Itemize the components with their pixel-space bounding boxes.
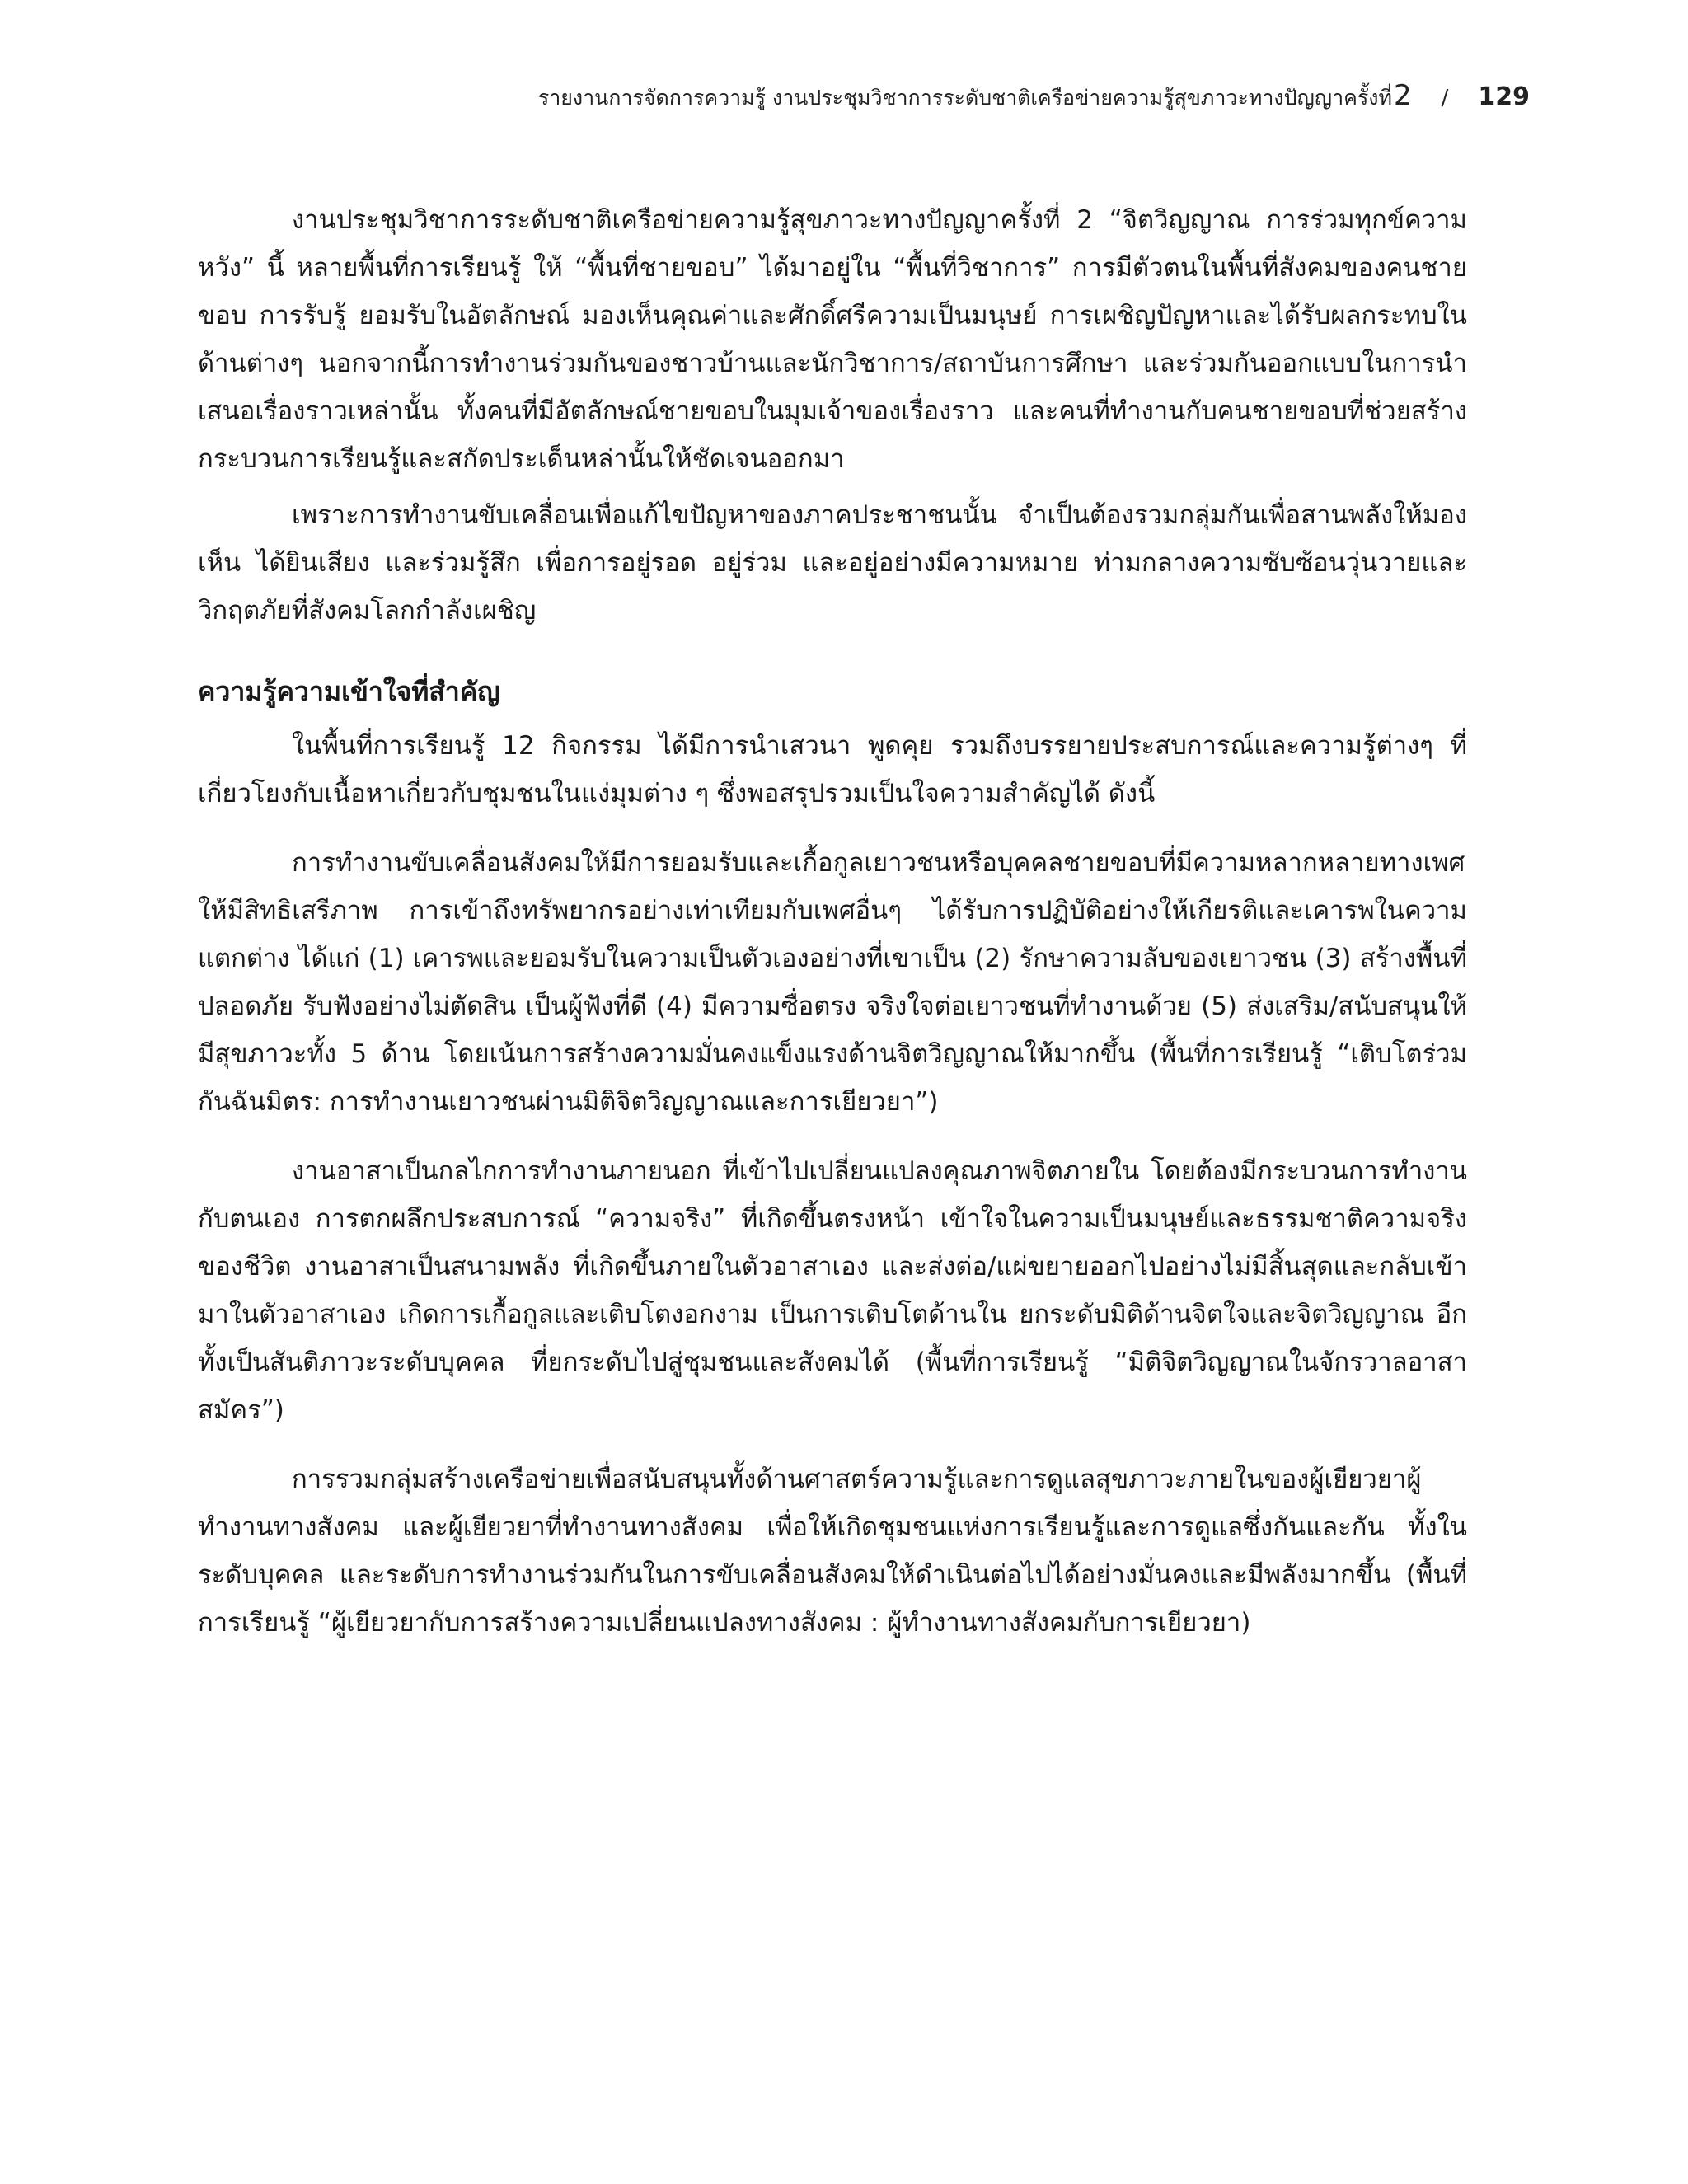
section-paragraph-2: การทำงานขับเคลื่อนสังคมให้มีการยอมรับและเกื้อกูลเยาวชนหรือบุคคลชายขอบที่มีความหลากหลายทางเพศ ให้มีสิทธิเสรีภาพ การเข้าถึงทรัพยากรอย่างเท่าเทียมกับเพศอื่นๆ ได้รับการปฏิบัติอย่างให้เกียรติและเคารพในความแตกต่าง ได้แก่ (1) เคารพและยอมรับในความเป็นตัวเองอย่างที่เขาเป็น (2) รักษาความลับของเยาวชน (3) สร้างพื้นที่ปลอดภัย รับฟังอย่างไม่ตัดสิน เป็นผู้ฟังที่ดี (4) มีความซื่อตรง จริงใจต่อเยาวชนที่ทำงานด้วย (5) ส่งเสริม/สนับสนุนให้มีสุขภาวะทั้ง 5 ด้าน โดยเน้นการสร้างความมั่นคงแข็งแรงด้านจิตวิญญาณให้มากขึ้น (พื้นที่การเรียนรู้ “เติบโตร่วมกันฉันมิตร: การทำงานเยาวชนผ่านมิติจิตวิญญาณและการเยียวยา”) (198, 848, 1467, 1117)
header-edition: 2 (1393, 79, 1412, 112)
intro-paragraph-1: งานประชุมวิชาการระดับชาติเครือข่ายความรู้สุขภาวะทางปัญญาครั้งที่ 2 “จิตวิญญาณ การร่วมทุกข์ความหวัง” นี้ หลายพื้นที่การเรียนรู้ ให้ “พื้นที่ชายขอบ” ได้มาอยู่ใน “พื้นที่วิชาการ” การมีตัวตนในพื้นที่สังคมของคนชายขอบ การรับรู้ ยอมรับในอัตลักษณ์ มองเห็นคุณค่าและศักดิ์ศรีความเป็นมนุษย์ การเผชิญปัญหาและได้รับผลกระทบในด้านต่างๆ นอกจากนี้การทำงานร่วมกันของชาวบ้านและนักวิชาการ/สถาบันการศึกษา และร่วมกันออกแบบในการนำเสนอเรื่องราวเหล่านั้น ทั้งคนที่มีอัตลักษณ์ชายขอบในมุมเจ้าของเรื่องราว และคนที่ทำงานกับคนชายขอบที่ช่วยสร้างกระบวนการเรียนรู้และสกัดประเด็นหล่านั้นให้ชัดเจนออกมา (198, 205, 1467, 474)
section-paragraph-3: งานอาสาเป็นกลไกการทำงานภายนอก ที่เข้าไปเปลี่ยนแปลงคุณภาพจิตภายใน โดยต้องมีกระบวนการทำงานกับตนเอง การตกผลึกประสบการณ์ “ความจริง” ที่เกิดขึ้นตรงหน้า เข้าใจในความเป็นมนุษย์และธรรมชาติความจริงของชีวิต งานอาสาเป็นสนามพลัง ที่เกิดขึ้นภายในตัวอาสาเอง และส่งต่อ/แผ่ขยายออกไปอย่างไม่มีสิ้นสุดและกลับเข้ามาในตัวอาสาเอง เกิดการเกื้อกูลและเติบโตงอกงาม เป็นการเติบโตด้านใน ยกระดับมิติด้านจิตใจและจิตวิญญาณ อีกทั้งเป็นสันติภาวะระดับบุคคล ที่ยกระดับไปสู่ชุมชนและสังคมได้ (พื้นที่การเรียนรู้ “มิติจิตวิญญาณในจักรวาลอาสาสมัคร”) (198, 1156, 1467, 1425)
page-number: 129 (1478, 82, 1530, 111)
header-title: รายงานการจัดการความรู้ งานประชุมวิชาการระดับชาติเครือข่ายความรู้สุขภาวะทางปัญญาครั้งที่ (537, 86, 1392, 110)
intro-paragraph-2: เพราะการทำงานขับเคลื่อนเพื่อแก้ไขปัญหาของภาคประชาชนนั้น จำเป็นต้องรวมกลุ่มกันเพื่อสานพลังให้มองเห็น ได้ยินเสียง และร่วมรู้สึก เพื่อการอยู่รอด อยู่ร่วม และอยู่อย่างมีความหมาย ท่ามกลางความซับซ้อนวุ่นวายและวิกฤตภัยที่สังคมโลกกำลังเผชิญ (198, 500, 1467, 626)
header-separator: / (1441, 86, 1449, 110)
section-paragraph-1: ในพื้นที่การเรียนรู้ 12 กิจกรรม ได้มีการนำเสวนา พูดคุย รวมถึงบรรยายประสบการณ์และความรู้ต่างๆ ที่เกี่ยวโยงกับเนื้อหาเกี่ยวกับชุมชนในแง่มุมต่าง ๆ ซึ่งพอสรุปรวมเป็นใจความสำคัญได้ ดังนี้ (198, 731, 1467, 808)
section-paragraph-4: การรวมกลุ่มสร้างเครือข่ายเพื่อสนับสนุนทั้งด้านศาสตร์ความรู้และการดูแลสุขภาวะภายในของผู้เยียวยาผู้ทำงานทางสังคม และผู้เยียวยาที่ทำงานทางสังคม เพื่อให้เกิดชุมชนแห่งการเรียนรู้และการดูแลซึ่งกันและกัน ทั้งในระดับบุคคล และระดับการทำงานร่วมกันในการขับเคลื่อนสังคมให้ดำเนินต่อไปได้อย่างมั่นคงและมีพลังมากขึ้น (พื้นที่การเรียนรู้ “ผู้เยียวยากับการสร้างความเปลี่ยนแปลงทางสังคม : ผู้ทำงานทางสังคมกับการเยียวยา) (198, 1465, 1467, 1638)
section-heading: ความรู้ความเข้าใจที่สำคัญ (198, 676, 500, 707)
body-text (198, 196, 1467, 1655)
running-header (538, 79, 1530, 115)
